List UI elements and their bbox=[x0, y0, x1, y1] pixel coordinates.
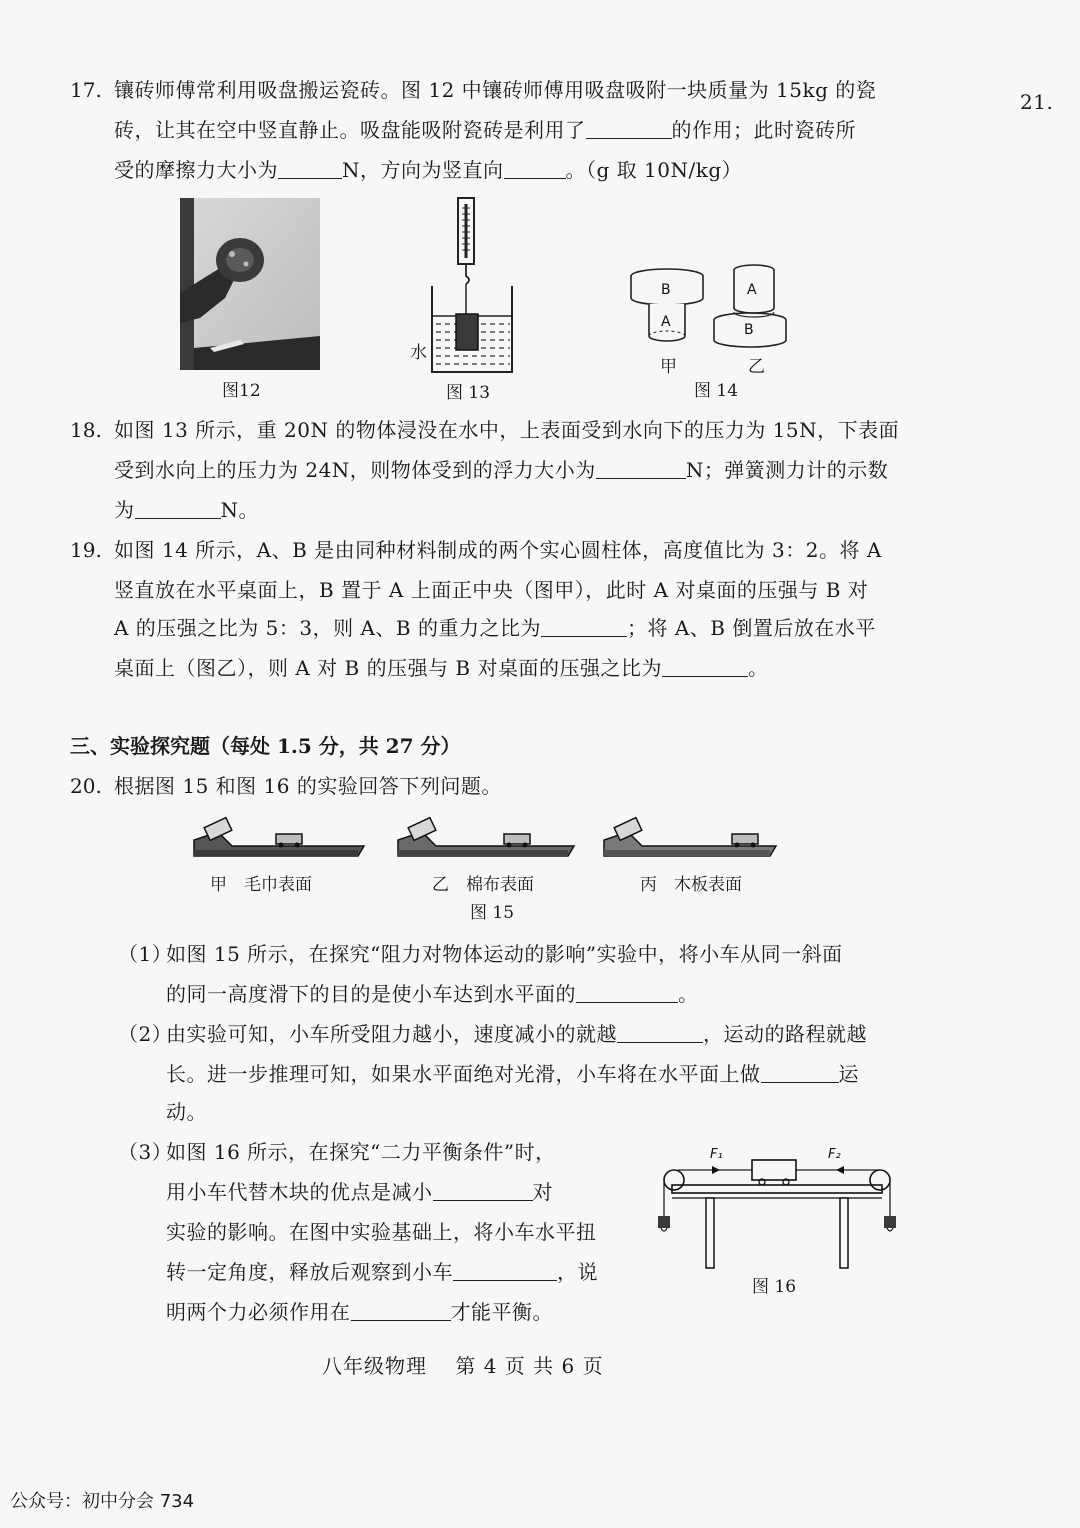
q19-line-3: A 的压强之比为 5：3，则 A、B 的重力之比为 ；将 A、B 倒置后放在水平 bbox=[114, 616, 876, 640]
page-footer: 八年级物理 第 4 页 共 6 页 bbox=[322, 1354, 604, 1378]
figure-14-diagram bbox=[626, 260, 806, 372]
q17-line-2: 砖，让其在空中竖直静止。吸盘能吸附瓷砖是利用了 的作用；此时瓷砖所 bbox=[114, 118, 856, 142]
fig15-ramp-cotton bbox=[398, 818, 574, 856]
figure-16-diagram bbox=[652, 1140, 902, 1270]
side-question-number: 21. bbox=[1020, 90, 1054, 114]
q20-part2-blank-2 bbox=[761, 1062, 839, 1083]
q20-part2-blank-1 bbox=[617, 1022, 703, 1043]
figure-13-caption: 图 13 bbox=[446, 383, 491, 403]
q18-blank-1 bbox=[596, 458, 686, 479]
fig14-yi-a: A bbox=[747, 282, 757, 298]
figure-16-caption: 图 16 bbox=[752, 1277, 797, 1297]
q20-part3-blank-1 bbox=[433, 1180, 533, 1201]
fig15-ramp-towel bbox=[194, 818, 364, 856]
q20-part3-line-4: 转一定角度，释放后观察到小车 ，说 bbox=[166, 1260, 598, 1284]
q18-line-1: 如图 13 所示，重 20N 的物体浸没在水中，上表面受到水向下的压力为 15N，下表面 bbox=[114, 418, 900, 442]
fig16-f2-label: F₂ bbox=[828, 1147, 841, 1162]
q19-line-4: 桌面上（图乙），则 A 对 B 的压强与 B 对桌面的压强之比为 。 bbox=[114, 656, 769, 680]
q20-part1-line-1: 如图 15 所示，在探究“阻力对物体运动的影响”实验中，将小车从同一斜面 bbox=[166, 942, 843, 966]
q17-blank-3 bbox=[504, 158, 566, 179]
figure-15-caption: 图 15 bbox=[470, 903, 515, 923]
q20-part3-number: （3） bbox=[118, 1140, 173, 1164]
q18-blank-2 bbox=[135, 498, 221, 519]
figure-12-photo bbox=[180, 198, 320, 370]
figure-15-label-towel: 甲 毛巾表面 bbox=[210, 875, 312, 895]
q20-number: 20. bbox=[70, 774, 102, 798]
q20-part1-blank bbox=[576, 982, 678, 1003]
q17-line-1: 镶砖师傅常利用吸盘搬运瓷砖。图 12 中镶砖师傅用吸盘吸附一块质量为 15kg 的瓷 bbox=[114, 78, 877, 102]
figure-14-caption: 图 14 bbox=[694, 381, 739, 401]
figure-12-caption: 图12 bbox=[222, 381, 261, 401]
fig16-f1-label: F₁ bbox=[710, 1147, 723, 1162]
fig14-yi-b: B bbox=[744, 322, 754, 338]
q20-part2-line-3: 动。 bbox=[166, 1100, 207, 1124]
figure-13-water-label: 水 bbox=[410, 343, 427, 363]
q17-number: 17. bbox=[70, 78, 102, 102]
q19-line-2: 竖直放在水平桌面上，B 置于 A 上面正中央（图甲），此时 A 对桌面的压强与 B 对 bbox=[114, 578, 869, 602]
q20-part2-line-2: 长。进一步推理可知，如果水平面绝对光滑，小车将在水平面上做 运 bbox=[166, 1062, 859, 1086]
figure-15-label-cotton: 乙 棉布表面 bbox=[432, 875, 534, 895]
q17-blank-1 bbox=[586, 118, 672, 139]
fig14-jia-b: B bbox=[661, 282, 671, 298]
q20-part3-blank-2 bbox=[453, 1260, 557, 1281]
q20-title: 根据图 15 和图 16 的实验回答下列问题。 bbox=[114, 774, 502, 798]
q17-blank-2 bbox=[278, 158, 342, 179]
q19-blank-2 bbox=[662, 656, 748, 677]
fig14-jia-a: A bbox=[661, 314, 671, 330]
fig15-ramp-wood bbox=[604, 818, 776, 856]
q18-line-3: 为 N。 bbox=[114, 498, 259, 522]
q20-part3-line-3: 实验的影响。在图中实验基础上，将小车水平扭 bbox=[166, 1220, 597, 1244]
q20-part3-line-2: 用小车代替木块的优点是减小 对 bbox=[166, 1180, 553, 1204]
q17-line-3: 受的摩擦力大小为 N，方向为竖直向 。（g 取 10N/kg） bbox=[114, 158, 743, 182]
q20-part3-blank-3 bbox=[351, 1300, 451, 1321]
figure-14-jia-label: 甲 bbox=[660, 357, 677, 377]
section-3-heading: 三、实验探究题（每处 1.5 分，共 27 分） bbox=[70, 734, 461, 758]
q20-part3-line-5: 明两个力必须作用在 才能平衡。 bbox=[166, 1300, 553, 1324]
q20-part1-number: （1） bbox=[118, 942, 173, 966]
figure-15-diagram bbox=[192, 812, 782, 868]
figure-15-label-wood: 丙 木板表面 bbox=[640, 875, 742, 895]
q19-line-1: 如图 14 所示，A、B 是由同种材料制成的两个实心圆柱体，高度值比为 3：2。将 A bbox=[114, 538, 882, 562]
q20-part2-line-1: 由实验可知，小车所受阻力越小，速度减小的就越 ，运动的路程就越 bbox=[166, 1022, 867, 1046]
q20-part2-number: （2） bbox=[118, 1022, 173, 1046]
q20-part1-line-2: 的同一高度滑下的目的是使小车达到水平面的 。 bbox=[166, 982, 699, 1006]
q18-line-2: 受到水向上的压力为 24N，则物体受到的浮力大小为 N；弹簧测力计的示数 bbox=[114, 458, 889, 482]
watermark-text: 公众号：初中分会 734 bbox=[10, 1491, 195, 1512]
q19-number: 19. bbox=[70, 538, 102, 562]
q18-number: 18. bbox=[70, 418, 102, 442]
q19-blank-1 bbox=[541, 616, 627, 637]
figure-14-yi-label: 乙 bbox=[748, 357, 765, 377]
q20-part3-line-1: 如图 16 所示，在探究“二力平衡条件”时， bbox=[166, 1140, 556, 1164]
